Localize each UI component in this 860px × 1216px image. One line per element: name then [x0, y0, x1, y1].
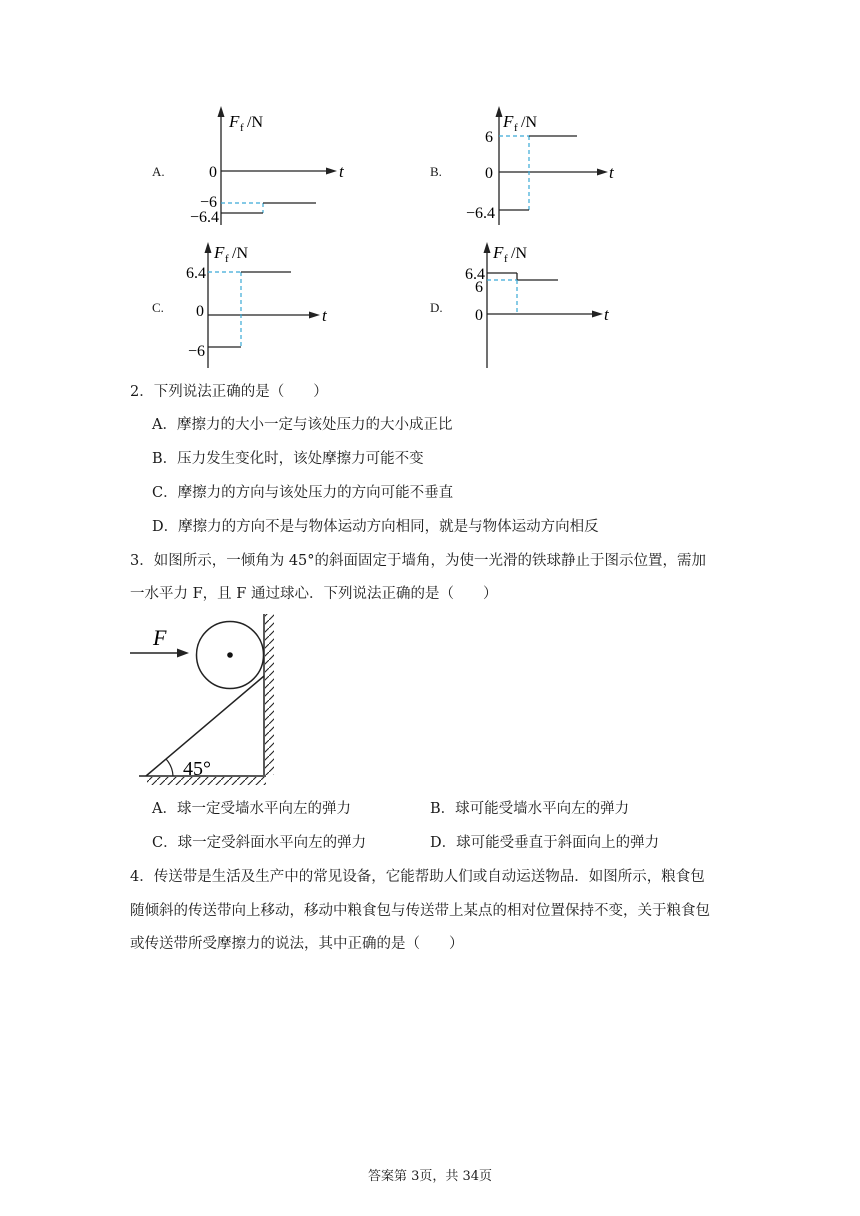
q2-option-c: C．摩擦力的方向与该处压力的方向可能不垂直 [152, 485, 454, 501]
graph-d-y-unit: /N [511, 245, 527, 262]
graph-c-y-axis: F [214, 243, 225, 262]
q3-option-b: B．球可能受墙水平向左的弹力 [430, 801, 630, 817]
graph-a [180, 100, 360, 230]
q3-stem-line1: 3．如图所示，一倾角为 45°的斜面固定于墙角，为使一光滑的铁球静止于图示位置，需加 [130, 553, 707, 569]
q2-stem: 2．下列说法正确的是（ ） [130, 384, 328, 400]
graph-d-label: D. [430, 300, 443, 315]
graph-a-tick-first: −6 [199, 194, 217, 211]
graph-c-label: C. [152, 300, 164, 315]
graph-d-tick-second: 6 [475, 279, 483, 296]
graph-a-y-sub: f [240, 122, 244, 134]
graph-c-x-axis: t [322, 306, 327, 325]
graph-b-label: B. [430, 164, 442, 179]
graph-b-tick-zero: 0 [485, 165, 493, 182]
graph-d [450, 236, 630, 371]
graph-a-x-axis: t [339, 162, 344, 181]
q2-option-d: D．摩擦力的方向不是与物体运动方向相同，就是与物体运动方向相反 [152, 519, 599, 535]
graph-b [455, 100, 635, 230]
graph-b-y-sub: f [514, 122, 518, 134]
graph-c-y-sub: f [225, 253, 229, 265]
graph-a-y-unit: /N [247, 114, 263, 131]
q3-option-a: A．球一定受墙水平向左的弹力 [152, 801, 351, 817]
graph-c-tick-zero: 0 [196, 303, 204, 320]
graph-a-tick-zero: 0 [209, 164, 217, 181]
graph-d-y-axis: F [493, 243, 504, 262]
q4-line2: 随倾斜的传送带向上移动，移动中粮食包与传送带上某点的相对位置保持不变，关于粮食包 [130, 903, 710, 919]
q4-line3: 或传送带所受摩擦力的说法，其中正确的是（ ） [130, 936, 464, 952]
q3-stem-line2: 一水平力 F，且 F 通过球心．下列说法正确的是（ ） [130, 586, 498, 602]
q3-force-label: F [153, 625, 167, 650]
q4-line1: 4．传送带是生活及生产中的常见设备，它能帮助人们或自动运送物品．如图所示，粮食包 [130, 869, 705, 885]
q3-option-d: D．球可能受垂直于斜面向上的弹力 [430, 835, 660, 851]
q2-option-a: A．摩擦力的大小一定与该处压力的大小成正比 [152, 417, 453, 433]
graph-d-y-sub: f [504, 253, 508, 265]
page-footer: 答案第 3页，共 34页 [367, 1169, 493, 1184]
graph-b-tick-bottom: −6.4 [465, 205, 495, 222]
q3-figure [125, 612, 285, 792]
graph-b-y-unit: /N [521, 114, 537, 131]
q3-option-c: C．球一定受斜面水平向左的弹力 [152, 835, 367, 851]
q3-angle-label: 45° [183, 758, 211, 780]
graph-b-x-axis: t [609, 163, 614, 182]
graph-d-x-axis: t [604, 305, 609, 324]
graph-c [175, 236, 355, 371]
graph-a-y-axis: F [229, 112, 240, 131]
graph-a-label: A. [152, 164, 165, 179]
graph-d-tick-zero: 0 [475, 307, 483, 324]
graph-c-tick-top: 6.4 [186, 265, 206, 282]
graph-c-tick-bottom: −6 [187, 343, 205, 360]
graph-b-tick-top: 6 [485, 129, 493, 146]
graph-a-tick-second: −6.4 [189, 209, 219, 226]
graph-d-tick-top: 6.4 [465, 266, 485, 283]
graph-c-y-unit: /N [232, 245, 248, 262]
graph-b-y-axis: F [503, 112, 514, 131]
q2-option-b: B．压力发生变化时，该处摩擦力可能不变 [152, 451, 424, 467]
